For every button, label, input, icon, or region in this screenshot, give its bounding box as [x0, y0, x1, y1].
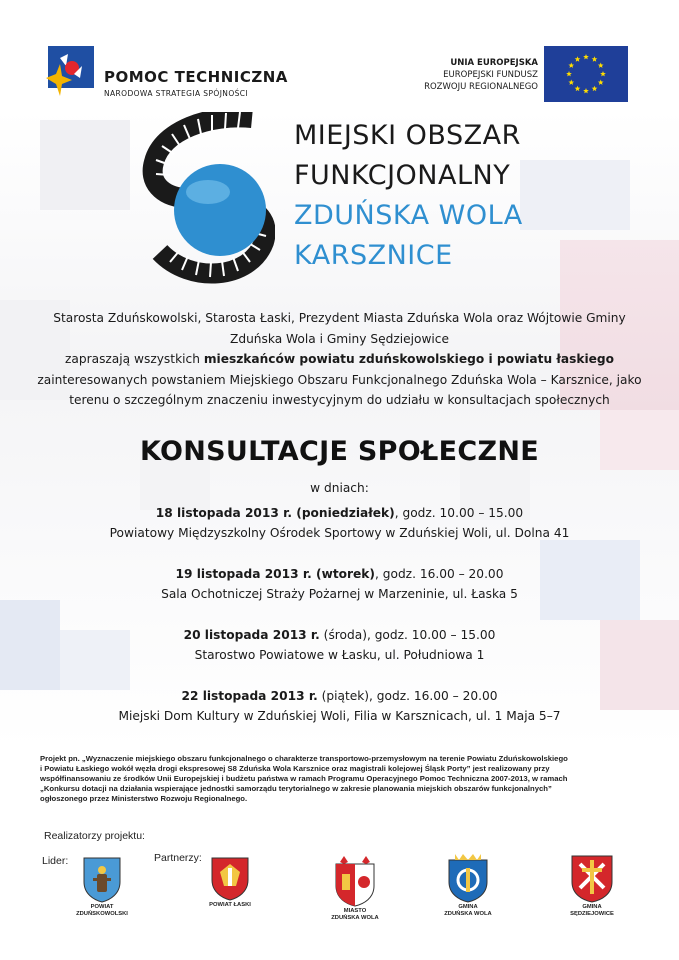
event-date: [20, 625, 659, 645]
mof-title-line3: ZDUŃSKA WOLA: [294, 200, 523, 231]
crest-powiat-zdunskowolski-icon: [82, 856, 122, 904]
intro-line5: terenu o szczególnym znaczeniu inwestycyjnym do udziału w konsultacjach społecznych: [69, 393, 610, 407]
event-item: [20, 564, 659, 604]
crest-label-line1: GMINA: [458, 904, 478, 910]
crest-label: [438, 904, 498, 918]
project-line1: Projekt pn. „Wyznaczenie miejskiego obszaru funkcjonalnego o charakterze transportowo-przemysłowym na terenie Powiatu Zduńskowolskiego: [40, 754, 568, 763]
pomoc-techniczna-logo-icon: [38, 44, 100, 104]
event-date: [20, 686, 659, 706]
logo-left-title: POMOC TECHNICZNA: [104, 68, 288, 86]
event-place: Sala Ochotniczej Straży Pożarnej w Marzeninie, ul. Łaska 5: [161, 587, 518, 601]
crest-label-line1: GMINA: [582, 904, 602, 910]
crest-label-line1: MIASTO: [343, 908, 367, 914]
eu-line2: EUROPEJSKI FUNDUSZ: [443, 70, 538, 80]
crest-label: [324, 908, 386, 922]
crest-gmina-zdunska-wola: [438, 852, 498, 918]
logo-left-subtitle: NARODOWA STRATEGIA SPÓJNOŚCI: [104, 89, 249, 98]
crest-gmina-sedziejowice-icon: [570, 854, 614, 904]
subheadline: w dniach:: [310, 481, 369, 495]
intro-line3: [20, 349, 659, 370]
project-note: [40, 754, 645, 804]
project-line5: ogłoszonego przez Ministerstwo Rozwoju Regionalnego.: [40, 794, 248, 803]
crest-label-line2: ZDUŃSKA WOLA: [444, 911, 492, 917]
event-item: [20, 686, 659, 726]
crest-label-line2: ZDUŃSKOWOLSKI: [76, 911, 128, 917]
eu-line3: ROZWOJU REGIONALNEGO: [424, 82, 538, 92]
mof-title-line2: FUNKCJONALNY: [294, 160, 511, 191]
mof-title-line1: MIEJSKI OBSZAR: [294, 120, 521, 151]
crest-gmina-sedziejowice: [561, 854, 623, 918]
crest-miasto-zdunska-wola: [324, 854, 386, 922]
eu-text: [380, 57, 538, 93]
crest-label: [72, 904, 132, 918]
event-item: [20, 625, 659, 665]
event-time: , godz. 16.00 – 20.00: [375, 567, 504, 581]
crest-label-line2: ZDUŃSKA WOLA: [331, 915, 379, 921]
crest-label: [200, 902, 260, 909]
intro-line3-pre: zapraszają wszystkich: [64, 352, 204, 366]
headline: KONSULTACJE SPOŁECZNE: [140, 436, 539, 467]
event-date-bold: 22 listopada 2013 r.: [181, 689, 318, 703]
crest-label: [561, 904, 623, 918]
event-time: (środa), godz. 10.00 – 15.00: [319, 628, 496, 642]
intro-line2: Zduńska Wola i Gminy Sędziejowice: [229, 331, 449, 346]
mof-logo-globe-icon: [140, 112, 275, 292]
crest-gmina-zdunska-wola-icon: [447, 852, 489, 904]
intro-line4: zainteresowanych powstaniem Miejskiego Obszaru Funkcjonalnego Zduńska Wola – Karsznice, jako: [37, 372, 642, 387]
intro-paragraph: [20, 308, 659, 411]
intro-line1: Starosta Zduńskowolski, Starosta Łaski, Prezydent Miasta Zduńska Wola oraz Wójtowie Gminy: [53, 311, 626, 325]
crest-powiat-zdunskowolski: [72, 856, 132, 918]
event-time: , godz. 10.00 – 15.00: [394, 506, 524, 520]
crest-powiat-laski: [200, 856, 260, 909]
event-date-bold: 18 listopada 2013 r. (poniedziałek): [155, 506, 395, 520]
event-place: Miejski Dom Kultury w Zduńskiej Woli, Filia w Karsznicach, ul. 1 Maja 5–7: [118, 709, 561, 723]
crest-miasto-zdunska-wola-icon: [332, 854, 378, 908]
event-date: [20, 564, 659, 584]
crest-label-line1: POWIAT ŁASKI: [209, 902, 251, 908]
event-place: Powiatowy Międzyszkolny Ośrodek Sportowy w Zduńskiej Woli, ul. Dolna 41: [109, 526, 570, 540]
leader-label: Lider:: [42, 855, 69, 867]
event-date-bold: 20 listopada 2013 r.: [183, 628, 320, 642]
project-line4: „Konkursu dotacji na działania wspierające jednostki samorządu terytorialnego w zakresie planowania miejskich obszarów funkcjonalnych”: [40, 784, 552, 793]
mof-title-line4: KARSZNICE: [294, 240, 453, 271]
partners-label: Partnerzy:: [154, 852, 202, 864]
event-date: [20, 503, 659, 523]
crest-powiat-laski-icon: [210, 856, 250, 902]
event-item: [20, 503, 659, 543]
event-time: (piątek), godz. 16.00 – 20.00: [317, 689, 498, 703]
realizers-heading: Realizatorzy projektu:: [44, 830, 145, 842]
event-place: Starostwo Powiatowe w Łasku, ul. Południowa 1: [194, 648, 485, 662]
crest-label-line2: SĘDZIEJOWICE: [570, 911, 614, 917]
project-line2: i Powiatu Łaskiego wokół węzła drogi ekspresowej S8 Zduńska Wola Karsznice oraz magistrali kolejowej Śląsk Porty” jest realizowany przy: [40, 764, 550, 773]
intro-line3-bold: mieszkańców powiatu zduńskowolskiego i powiatu łaskiego: [203, 352, 615, 366]
eu-line1: UNIA EUROPEJSKA: [450, 58, 538, 68]
project-line3: współfinansowaniu ze środków Unii Europejskiej i budżetu państwa w ramach Programu Operacyjnego Pomoc Techniczna 2007-2013, w ramach: [40, 774, 568, 783]
crest-label-line1: POWIAT: [90, 904, 114, 910]
event-date-bold: 19 listopada 2013 r. (wtorek): [175, 567, 375, 581]
eu-flag-icon: [544, 46, 628, 102]
